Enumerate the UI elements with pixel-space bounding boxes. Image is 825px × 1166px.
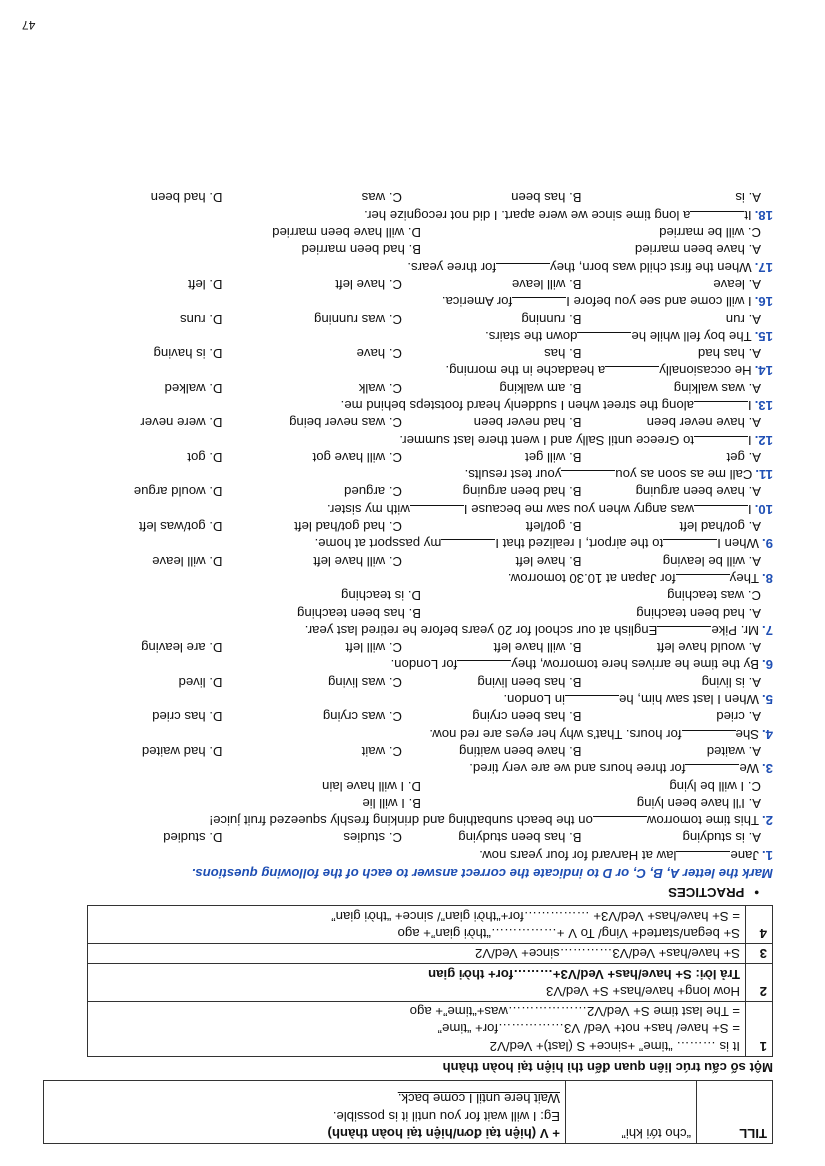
answer-option: A. had been teaching	[636, 605, 761, 621]
answer-option: D. has cried	[152, 709, 223, 725]
answer-option: C. was running	[314, 311, 402, 327]
answer-option: B. had been married	[301, 242, 421, 258]
question-after: for three hours and we are very tired.	[469, 761, 686, 777]
answer-options	[43, 345, 773, 362]
answer-option: D. had waited	[141, 743, 223, 759]
question-number: 15.	[754, 328, 773, 344]
question-after: for Japan at 10.30 tomorrow.	[507, 570, 676, 586]
question-before: I will come and see you before I	[566, 294, 752, 310]
answer-option: B. am walking	[499, 380, 582, 396]
question-before: I	[747, 501, 752, 517]
question-number: 14.	[754, 363, 773, 379]
answer-option: C. was	[361, 190, 402, 206]
question-item	[43, 414, 773, 449]
answer-blank	[410, 505, 464, 518]
answer-option: A. got/had left	[679, 519, 761, 535]
bullet-icon: •	[754, 885, 759, 901]
question-after: English at our school for 20 years before he retired last year.	[304, 622, 658, 638]
answer-option: C. was living	[327, 674, 402, 690]
question-item	[43, 639, 773, 674]
answer-option: C. will be married	[659, 225, 761, 241]
answer-option: C. had got/had left	[294, 519, 402, 535]
till-word-cell	[697, 1081, 773, 1144]
till-meaning-cell	[566, 1081, 697, 1144]
answer-options-row	[43, 795, 773, 812]
question-after: to Greece until Sally and I went there last summer.	[399, 432, 694, 448]
answer-blank	[565, 695, 619, 708]
answer-option: C. was crying	[322, 709, 402, 725]
question-text	[43, 466, 773, 483]
question-number: 11.	[755, 467, 773, 483]
answer-option: B. will have left	[493, 640, 582, 656]
question-text	[43, 846, 773, 863]
page-content	[43, 189, 773, 1144]
answer-options-row	[43, 224, 773, 241]
answer-option: D. had been	[150, 190, 223, 206]
answer-blank	[685, 764, 739, 777]
question-text	[43, 206, 773, 223]
question-number: 10.	[754, 501, 773, 517]
answer-option: D. is having	[153, 346, 223, 362]
answer-option: D. walked	[164, 380, 223, 396]
question-before: They	[729, 570, 759, 586]
structure-line: S+ have/has+ Ved/V3…………since+ Ved/V2	[474, 946, 740, 962]
answer-option: B. has been living	[477, 674, 582, 690]
structure-line: S+ began/started+ Ving/ To V +……………“thời gian”+ ago	[397, 925, 740, 941]
answer-option: D. will leave	[152, 553, 223, 569]
question-before: Mr. Pike	[711, 622, 759, 638]
answer-options-row	[43, 777, 773, 794]
structure-line: = S+ have/has+ Ved/V3+ ……………for+“thời gian”/ since+ “thời gian”	[331, 908, 740, 924]
question-after: for London.	[390, 657, 458, 673]
question-number: 16.	[754, 294, 773, 310]
structure-number: 2	[746, 964, 773, 1002]
question-text	[43, 725, 773, 742]
structure-line: How long+ have/has+ S+ Ved/V3	[546, 983, 740, 999]
question-item	[43, 483, 773, 518]
question-after: on the beach sunbathing and drinking freshly squeezed fruit juice!	[209, 813, 593, 829]
question-after: along the street when I suddenly heard footsteps behind me.	[340, 398, 694, 414]
answer-option: D. studied	[163, 830, 223, 846]
answer-option: B. had never been	[473, 415, 582, 431]
answer-option: D. is teaching	[341, 588, 421, 604]
answer-option: A. have been arguing	[635, 484, 761, 500]
question-text	[43, 760, 773, 777]
question-after: law at Harvard for four years now.	[479, 847, 677, 863]
answer-option: A. was walking	[673, 380, 761, 396]
question-before: I	[747, 398, 752, 414]
answer-option: A. is studying	[682, 830, 761, 846]
question-text	[43, 691, 773, 708]
question-item	[43, 379, 773, 414]
answer-option: B. have been waiting	[459, 743, 582, 759]
question-number: 6.	[762, 657, 773, 673]
question-after: for America.	[441, 294, 513, 310]
answer-options	[43, 708, 773, 725]
question-before: By the time he arrives here tomorrow, they	[511, 657, 759, 673]
answer-option: C. will have left	[313, 553, 402, 569]
question-item	[43, 708, 773, 743]
question-item	[43, 449, 773, 484]
answer-blank	[605, 366, 659, 379]
question-number: 1.	[762, 847, 773, 863]
answer-option: B. running	[521, 311, 582, 327]
question-before: This time tomorrow	[646, 813, 759, 829]
question-number: 5.	[762, 692, 773, 708]
question-after: was angry when you saw me because I	[463, 501, 694, 517]
answer-option: A. have been married	[634, 242, 761, 258]
question-item	[43, 743, 773, 778]
answer-option: D. got	[187, 449, 223, 465]
answer-blank	[441, 539, 495, 552]
question-text	[43, 362, 773, 379]
question-text	[43, 812, 773, 829]
answer-blank	[676, 851, 730, 864]
question-after: your test results.	[464, 467, 562, 483]
question-number: 7.	[762, 622, 773, 638]
question-middle: to the airport, I realized that I	[495, 536, 664, 552]
answer-options	[43, 449, 773, 466]
practices-label: PRACTICES	[668, 885, 745, 901]
answer-options	[43, 276, 773, 293]
question-after: a long time since we were apart. I did not recognize her.	[364, 207, 691, 223]
question-item	[43, 673, 773, 708]
answer-option: A. is	[735, 190, 761, 206]
answer-option: A. I'll have been lying	[636, 795, 761, 811]
practices-heading	[43, 884, 759, 901]
answer-option: C. I will be lying	[669, 778, 761, 794]
question-number: 8.	[762, 570, 773, 586]
answer-blank	[694, 401, 748, 414]
answer-option: B. has been crying	[472, 709, 582, 725]
question-item	[43, 587, 773, 639]
question-text	[43, 328, 773, 345]
answer-option: B. has been	[511, 190, 582, 206]
structure-cell	[87, 1001, 745, 1056]
question-before: The boy fell while he	[631, 328, 752, 344]
question-item	[43, 777, 773, 829]
answer-blank	[593, 816, 647, 829]
till-row	[44, 1081, 773, 1144]
question-text	[43, 397, 773, 414]
answer-options	[43, 310, 773, 327]
answer-option: A. get	[726, 449, 761, 465]
till-example-2: Wait here until I come back.	[397, 1091, 560, 1107]
question-before: We	[739, 761, 759, 777]
question-before: I	[747, 432, 752, 448]
answer-options	[43, 379, 773, 396]
structures-table	[87, 905, 773, 1056]
question-item	[43, 310, 773, 345]
question-text	[43, 570, 773, 587]
answer-option: C. have	[356, 346, 402, 362]
question-number: 12.	[754, 432, 773, 448]
structure-number: 1	[746, 1001, 773, 1056]
question-item	[43, 345, 773, 380]
answer-blank	[663, 539, 717, 552]
answer-option: B. had been arguing	[462, 484, 582, 500]
till-word: TILL	[739, 1126, 767, 1141]
question-item	[43, 518, 773, 553]
answer-option: D. I will have lain	[322, 778, 421, 794]
question-item	[43, 224, 773, 276]
page-number: 47	[22, 18, 36, 32]
answer-option: B. got/left	[525, 519, 582, 535]
question-text	[43, 258, 773, 275]
structure-row	[87, 943, 772, 963]
structure-cell	[87, 943, 745, 963]
question-before: It	[744, 207, 752, 223]
question-before: She	[735, 726, 759, 742]
question-item	[43, 552, 773, 587]
question-text	[43, 535, 773, 552]
answer-option: C. was teaching	[667, 588, 761, 604]
answer-option: C. argued	[344, 484, 402, 500]
question-number: 4.	[762, 726, 773, 742]
structures-title: Một số cấu trúc liên quan đến thì hiện tại hoàn thành	[442, 1060, 773, 1075]
structure-line: Trả lời: S+ have/has+ Ved/V3+………for+ thời gian	[428, 966, 740, 982]
answer-option: D. left	[188, 276, 223, 292]
structure-number: 3	[746, 943, 773, 963]
question-number: 13.	[754, 398, 773, 414]
question-before: When I	[717, 536, 759, 552]
answer-option: A. has had	[697, 346, 761, 362]
question-after: a headache in the morning.	[445, 363, 606, 379]
till-table	[43, 1080, 773, 1144]
answer-option: A. waited	[706, 743, 761, 759]
answer-blank	[561, 470, 615, 483]
question-number: 18.	[754, 207, 773, 223]
answer-option: C. will left	[345, 640, 402, 656]
till-meaning: “cho tới khi”	[621, 1126, 691, 1141]
answer-options	[43, 189, 773, 206]
answer-options	[43, 673, 773, 690]
answer-option: D. runs	[179, 311, 223, 327]
question-before: When I last saw him, he	[619, 692, 759, 708]
answer-blank	[676, 574, 730, 587]
question-number: 17.	[754, 259, 773, 275]
answer-option: D. got/was left	[138, 519, 223, 535]
question-after: my passport at home.	[314, 536, 442, 552]
question-item	[43, 829, 773, 864]
answer-option: D. will have been married	[272, 225, 421, 241]
answer-option: A. will be leaving	[662, 553, 761, 569]
structure-cell	[87, 906, 745, 944]
answer-options-row	[43, 587, 773, 604]
structure-cell	[87, 964, 745, 1002]
question-item	[43, 189, 773, 224]
answer-options	[43, 483, 773, 500]
answer-options	[43, 639, 773, 656]
answer-option: D. lived	[178, 674, 223, 690]
till-example-1: Eg: I will wait for you until it is possible.	[332, 1108, 560, 1124]
answer-options	[43, 518, 773, 535]
answer-option: C. wait	[361, 743, 402, 759]
question-after: for three years.	[407, 259, 497, 275]
answer-options-row	[43, 241, 773, 258]
answer-blank	[577, 332, 631, 345]
answer-option: A. leave	[713, 276, 761, 292]
question-number: 3.	[762, 761, 773, 777]
answer-option: B. has been teaching	[297, 605, 421, 621]
answer-blank	[694, 436, 748, 449]
answer-blank	[512, 297, 566, 310]
structure-row	[87, 1001, 772, 1056]
till-rule-cell	[44, 1081, 566, 1144]
answer-option: C. will have got	[312, 449, 402, 465]
answer-blank	[657, 626, 711, 639]
answer-option: D. are leaving	[141, 640, 223, 656]
question-before: When the first child was born, they	[550, 259, 752, 275]
question-text	[43, 293, 773, 310]
answer-blank	[457, 660, 511, 673]
answer-option: B. I will lie	[362, 795, 421, 811]
question-before: Call me as soon as you	[615, 467, 753, 483]
question-text	[43, 501, 773, 518]
answer-option: D. were never	[140, 415, 223, 431]
answer-blank	[694, 505, 748, 518]
answer-options-row	[43, 604, 773, 621]
question-after-2: with my sister.	[327, 501, 410, 517]
answer-options	[43, 552, 773, 569]
answer-option: D. would argue	[133, 484, 223, 500]
answer-blank	[682, 730, 736, 743]
answer-option: C. studies	[343, 830, 402, 846]
answer-option: B. has	[544, 346, 582, 362]
answer-options	[43, 414, 773, 431]
answer-option: C. walk	[358, 380, 402, 396]
structure-row	[87, 964, 772, 1002]
answer-blank	[496, 263, 550, 276]
answer-option: C. was never being	[289, 415, 402, 431]
answer-options	[43, 743, 773, 760]
structure-number: 4	[746, 906, 773, 944]
answer-option: B. have left	[515, 553, 582, 569]
answer-option: A. have never been	[646, 415, 761, 431]
structure-line: It is ……… “time” +since+ S (last)+ Ved/V2	[489, 1038, 740, 1054]
structure-line: = The last time S+ Ved/V2………………was+“time”+ ago	[409, 1004, 740, 1020]
question-text	[43, 622, 773, 639]
answer-option: A. run	[725, 311, 761, 327]
answer-option: A. is living	[701, 674, 761, 690]
question-before: Jane	[730, 847, 759, 863]
answer-option: B. will leave	[511, 276, 582, 292]
question-after: down the stairs.	[485, 328, 578, 344]
question-after: for hours. That's why her eyes are red now.	[429, 726, 682, 742]
question-after: in London.	[503, 692, 565, 708]
structure-row	[87, 906, 772, 944]
answer-blank	[690, 211, 744, 224]
question-list	[43, 189, 773, 864]
till-rule: + V (hiện tại đơn/hiện tại hoàn thành)	[327, 1126, 560, 1141]
structure-line: = S+ have/ has+ not+ Ved/ V3……………for+ “time”	[437, 1021, 740, 1037]
question-item	[43, 276, 773, 311]
answer-option: B. has been studying	[458, 830, 582, 846]
instruction: Mark the letter A, B, C, or D to indicate the correct answer to each of the following questions.	[191, 866, 773, 882]
question-text	[43, 431, 773, 448]
question-text	[43, 656, 773, 673]
answer-option: B. will get	[525, 449, 582, 465]
question-before: He occasionally	[659, 363, 752, 379]
question-number: 2.	[762, 813, 773, 829]
question-number: 9.	[762, 536, 773, 552]
answer-options	[43, 829, 773, 846]
answer-option: A. cried	[716, 709, 761, 725]
answer-option: A. would have left	[656, 640, 761, 656]
answer-option: C. have left	[335, 276, 402, 292]
